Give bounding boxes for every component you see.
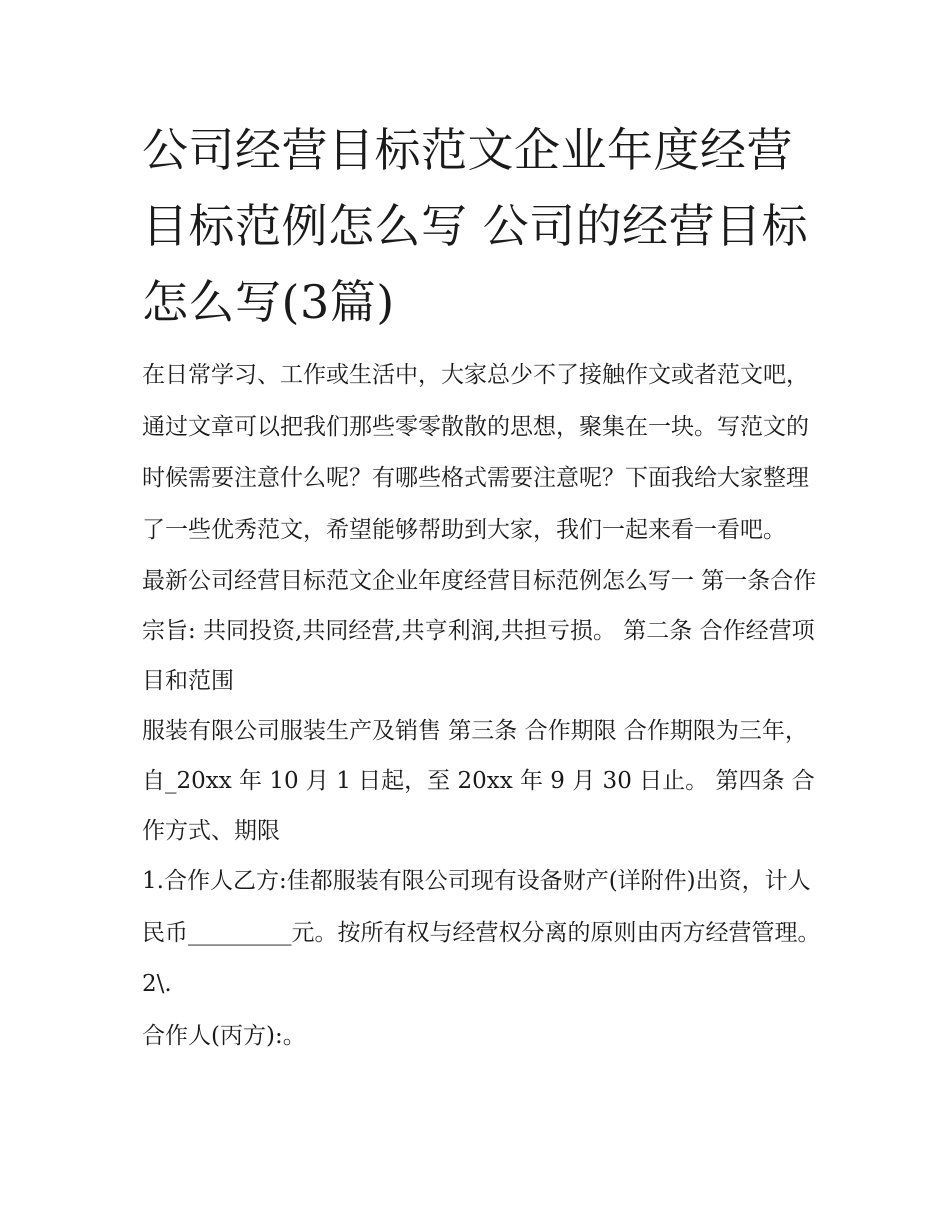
document-page bbox=[142, 112, 822, 1062]
section-one-paragraph: 最新公司经营目标范文企业年度经营目标范例怎么写一 第一条合作宗旨: 共同投资,共同经营,共亨利润,共担亏损。 第二条 合作经营项目和范围 bbox=[142, 568, 817, 694]
section-three-paragraph: 服装有限公司服装生产及销售 第三条 合作期限 合作期限为三年，自_20xx 年 10 月 1 日起，至 20xx 年 9 月 30 日止。 第四条 合作方式、期限 bbox=[142, 718, 815, 844]
section-four-item-two: 合作人(丙方):。 bbox=[142, 1022, 306, 1049]
intro-paragraph: 在日常学习、工作或生活中，大家总少不了接触作文或者范文吧，通过文章可以把我们那些零零散散的思想，聚集在一块。写范文的时候需要注意什么呢？有哪些格式需要注意呢？下面我给大家整理了一些优秀范文，希望能够帮助到大家，我们一起来看一看吧。 bbox=[142, 362, 809, 543]
section-four-item-one: 1.合作人乙方:佳都服装有限公司现有设备财产(详附件)出资，计人民币_________元。按所有权与经营权分离的原则由丙方经营管理。 2\. bbox=[142, 868, 821, 997]
document-title: 公司经营目标范文企业年度经营目标范例怎么写 公司的经营目标怎么写(3篇) bbox=[142, 123, 809, 329]
